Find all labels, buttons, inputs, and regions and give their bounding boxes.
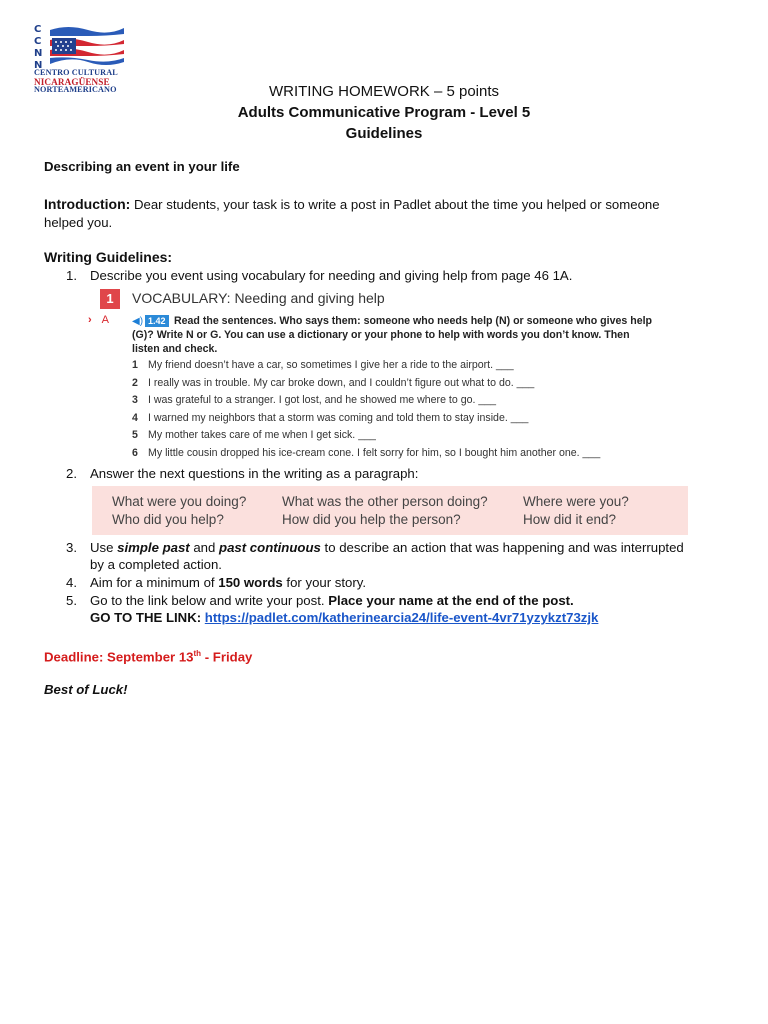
- deadline: [44, 645, 252, 666]
- question: Who did you help?: [112, 512, 224, 527]
- logo-initials: [34, 24, 46, 72]
- sentence-text: I really was in trouble. My car broke down, and I couldn’t figure out what to do. ___: [148, 376, 535, 389]
- vocab-sentence: [132, 447, 600, 460]
- word-count: 150 words: [218, 575, 283, 590]
- logo-line: CENTRO CULTURAL: [34, 68, 118, 77]
- question: How did it end?: [523, 512, 617, 527]
- deadline-day: - Friday: [201, 649, 253, 665]
- sentence-number: 2: [132, 376, 138, 389]
- item-text-part: Go to the link below and write your post.: [90, 593, 329, 608]
- flag-icon: [48, 24, 126, 66]
- sentence-number: 3: [132, 394, 138, 406]
- deadline-ordinal: th: [193, 649, 202, 658]
- name-instruction: Place your name at the end of the post.: [328, 593, 574, 608]
- questions-box: [92, 486, 688, 535]
- guideline-item-2: [66, 465, 726, 482]
- question: What were you doing?: [112, 494, 247, 509]
- item-text-part: and: [189, 540, 220, 555]
- vocab-instructions: Read the sentences. Who says them: someone who needs help (N) or someone who gives help (G)? Write N or G. You can use a dictionary or your phone to help with words you don’t know. Then listen and check.: [132, 315, 652, 355]
- question: What was the other person doing?: [282, 494, 488, 509]
- audio-track-number: 1.42: [145, 315, 169, 327]
- padlet-link[interactable]: https://padlet.com/katherinearcia24/life-event-4vr71yzykzt73zjk: [204, 610, 599, 625]
- vocabulary-exercise-image: [88, 287, 652, 462]
- vocab-sentence: [132, 429, 376, 442]
- item-text-part: Aim for a minimum of: [90, 575, 219, 590]
- introduction-text-cont: helped you.: [44, 215, 113, 230]
- guideline-item-3: [66, 539, 726, 573]
- sentence-number: 6: [132, 446, 138, 459]
- closing-message: Best of Luck!: [44, 682, 128, 697]
- exercise-letter: A: [101, 314, 110, 326]
- speaker-icon: ◀): [132, 316, 144, 327]
- emphasis-past-continuous: past continuous: [219, 540, 321, 555]
- deadline-text: Deadline: September 13: [44, 649, 194, 665]
- sentence-number: 4: [132, 411, 138, 424]
- logo-initial: C: [34, 24, 42, 35]
- vocab-sentence: [132, 377, 534, 390]
- logo-initial: C: [34, 36, 42, 47]
- title-line-2: Adults Communicative Program - Level 5: [237, 104, 531, 121]
- logo-line: NICARAGÜENSE: [34, 76, 110, 87]
- title-line-3: Guidelines: [345, 125, 423, 142]
- exercise-marker: [88, 314, 109, 326]
- document-title: [0, 81, 768, 144]
- item-text: Describe you event using vocabulary for needing and giving help from page 46 1A.: [90, 268, 573, 283]
- guideline-item-1: [66, 267, 726, 284]
- item-text-part: for your story.: [282, 575, 367, 590]
- sentence-text: I was grateful to a stranger. I got lost, and he showed me where to go. ___: [148, 394, 497, 406]
- question: Where were you?: [523, 494, 629, 509]
- emphasis-simple-past: simple past: [117, 540, 190, 555]
- item-text-part: to describe an action that was happening and was interrupted: [320, 540, 684, 555]
- question: How did you help the person?: [282, 512, 461, 527]
- sentence-text: My friend doesn’t have a car, so sometimes I give her a ride to the airport. ___: [148, 359, 514, 371]
- title-line-1: WRITING HOMEWORK – 5 points: [268, 83, 500, 100]
- introduction-label: Introduction:: [44, 196, 131, 212]
- logo-initial: N: [34, 48, 43, 59]
- item-text: [90, 574, 726, 591]
- item-number: 4.: [66, 575, 77, 590]
- link-label: GO TO THE LINK:: [90, 610, 205, 625]
- introduction-text: Dear students, your task is to write a post in Padlet about the time you helped or someone: [130, 197, 660, 212]
- item-text: [90, 592, 726, 626]
- item-number: 1.: [66, 268, 77, 283]
- logo-line: NORTEAMERICANO: [34, 85, 117, 95]
- item-number: 5.: [66, 593, 77, 608]
- chevron-right-icon: ›: [88, 314, 92, 326]
- vocab-sentence: [132, 359, 514, 372]
- logo-initial: N: [34, 60, 43, 71]
- introduction-paragraph: [44, 195, 734, 232]
- vocab-sentence: [132, 394, 496, 407]
- item-number: 3.: [66, 540, 77, 555]
- item-text-part: by a completed action.: [90, 557, 222, 572]
- vocab-title: VOCABULARY: Needing and giving help: [132, 290, 385, 306]
- item-text-part: Use: [90, 540, 118, 555]
- sentence-text: My little cousin dropped his ice-cream cone. I felt sorry for him, so I bought him another one. ___: [148, 446, 601, 459]
- guideline-item-4: [66, 574, 726, 591]
- item-text: [90, 539, 726, 573]
- vocab-section-number: 1: [100, 289, 120, 309]
- sentence-number: 5: [132, 429, 138, 441]
- item-text: Answer the next questions in the writing as a paragraph:: [90, 466, 419, 481]
- guideline-item-5: [66, 592, 726, 626]
- section-subtitle: Describing an event in your life: [44, 159, 240, 174]
- guidelines-label: Writing Guidelines:: [44, 249, 173, 265]
- item-number: 2.: [66, 466, 77, 481]
- sentence-text: My mother takes care of me when I get sick. ___: [148, 429, 376, 441]
- sentence-number: 1: [132, 359, 138, 371]
- vocab-sentence: [132, 412, 528, 425]
- sentence-text: I warned my neighbors that a storm was coming and told them to stay inside. ___: [148, 411, 529, 424]
